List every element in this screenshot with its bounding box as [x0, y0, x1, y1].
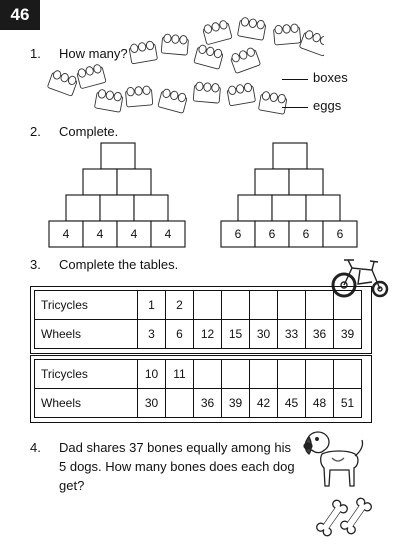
pyramid-right-top-cell[interactable] [273, 143, 307, 169]
pyramid-left-top-cell[interactable] [101, 143, 135, 169]
q4-line: get? [59, 478, 85, 493]
table1-row1-label: Tricycles [35, 291, 138, 320]
egg-box [299, 29, 324, 56]
pyramid-right-row2-cell[interactable] [255, 169, 289, 195]
pyramid-right-base-value: 6 [234, 227, 242, 241]
number-pyramids [0, 140, 407, 250]
eggs-answer-blank[interactable] [282, 107, 308, 108]
pyramid-left-base-value: 4 [96, 227, 104, 241]
q4-line: 5 dogs. How many bones does each dog [59, 459, 295, 474]
table2-cell: 10 [138, 360, 166, 389]
pyramid-right-row3-cell[interactable] [272, 195, 306, 221]
pyramid-right-base-value: 6 [302, 227, 310, 241]
table1-cell[interactable] [194, 291, 222, 320]
egg-box [227, 83, 256, 106]
egg-box [158, 88, 188, 113]
table1-cell: 6 [166, 320, 194, 349]
egg-box [161, 34, 189, 55]
table2-cell[interactable] [250, 360, 278, 389]
table2-cell[interactable] [306, 360, 334, 389]
egg-box [237, 17, 266, 40]
boxes-answer-blank[interactable] [282, 79, 308, 80]
pyramid-right-row3-cell[interactable] [238, 195, 272, 221]
boxes-answer-label: boxes [313, 70, 348, 85]
table1-cell: 2 [166, 291, 194, 320]
table2-cell: 11 [166, 360, 194, 389]
egg-box [125, 86, 153, 107]
table1-cell[interactable] [306, 291, 334, 320]
q4-line: Dad shares 37 bones equally among his [59, 440, 291, 455]
egg-box [47, 69, 78, 96]
pyramid-right [221, 143, 357, 247]
table1-cell: 36 [306, 320, 334, 349]
table2-cell[interactable] [222, 360, 250, 389]
pyramid-left-row2-cell[interactable] [83, 169, 117, 195]
pyramid-right-row3-cell[interactable] [306, 195, 340, 221]
table1-cell[interactable] [222, 291, 250, 320]
table1-cell[interactable] [250, 291, 278, 320]
eggs-answer-label: eggs [313, 98, 342, 113]
pyramid-right-base-value: 6 [268, 227, 276, 241]
q4-text [59, 438, 309, 495]
table2-row2-label: Wheels [35, 389, 138, 418]
bones-icon [314, 488, 374, 544]
egg-box [194, 44, 224, 69]
q1-text: How many? [59, 46, 128, 61]
table1-cell: 3 [138, 320, 166, 349]
table2-cell: 42 [250, 389, 278, 418]
table2-cell[interactable] [194, 360, 222, 389]
pyramid-left-base-value: 4 [130, 227, 138, 241]
table2-row-tricycles [35, 360, 362, 389]
q2-text: Complete. [59, 124, 119, 139]
table1-cell: 39 [334, 320, 362, 349]
eggs-answer [282, 98, 341, 113]
table2-cell: 45 [278, 389, 306, 418]
egg-box [94, 89, 123, 112]
table2-cell: 51 [334, 389, 362, 418]
table1-cell: 30 [250, 320, 278, 349]
table1-cell[interactable] [278, 291, 306, 320]
q1-number: 1. [30, 46, 41, 61]
table1-row-tricycles [35, 291, 362, 320]
table2-cell[interactable] [334, 360, 362, 389]
egg-boxes-illustration [34, 12, 324, 124]
pyramid-right-row2-cell[interactable] [289, 169, 323, 195]
q4-number: 4. [30, 440, 41, 455]
egg-box [129, 41, 158, 64]
table2-cell: 39 [222, 389, 250, 418]
table2-row1-label: Tricycles [35, 360, 138, 389]
pyramid-left [49, 143, 185, 247]
dog-icon [300, 428, 368, 490]
table1-cell: 15 [222, 320, 250, 349]
table2-cell: 30 [138, 389, 166, 418]
egg-box [230, 47, 261, 74]
table1-cell: 12 [194, 320, 222, 349]
pyramid-left-row3-cell[interactable] [66, 195, 100, 221]
egg-box [193, 82, 221, 103]
pyramid-left-row3-cell[interactable] [100, 195, 134, 221]
table2-row-wheels [35, 389, 362, 418]
pyramid-left-base-value: 4 [164, 227, 172, 241]
table1-cell: 33 [278, 320, 306, 349]
pyramid-left-base-value: 4 [62, 227, 70, 241]
table2 [34, 359, 362, 418]
egg-box [76, 63, 106, 88]
pyramid-left-row2-cell[interactable] [117, 169, 151, 195]
table2-cell[interactable] [278, 360, 306, 389]
table1 [34, 290, 362, 349]
q3-number: 3. [30, 257, 41, 272]
boxes-answer [282, 70, 348, 85]
table2-cell: 36 [194, 389, 222, 418]
table1-cell: 1 [138, 291, 166, 320]
egg-box [202, 19, 232, 44]
pyramid-right-base-value: 6 [336, 227, 344, 241]
pyramid-left-row3-cell[interactable] [134, 195, 168, 221]
q3-text: Complete the tables. [59, 257, 179, 272]
table2-cell: 48 [306, 389, 334, 418]
table1-row2-label: Wheels [35, 320, 138, 349]
egg-box [273, 24, 301, 45]
q2-number: 2. [30, 124, 41, 139]
table1-row-wheels [35, 320, 362, 349]
table1-cell[interactable] [334, 291, 362, 320]
table2-cell[interactable] [166, 389, 194, 418]
page-number: 46 [0, 0, 40, 30]
